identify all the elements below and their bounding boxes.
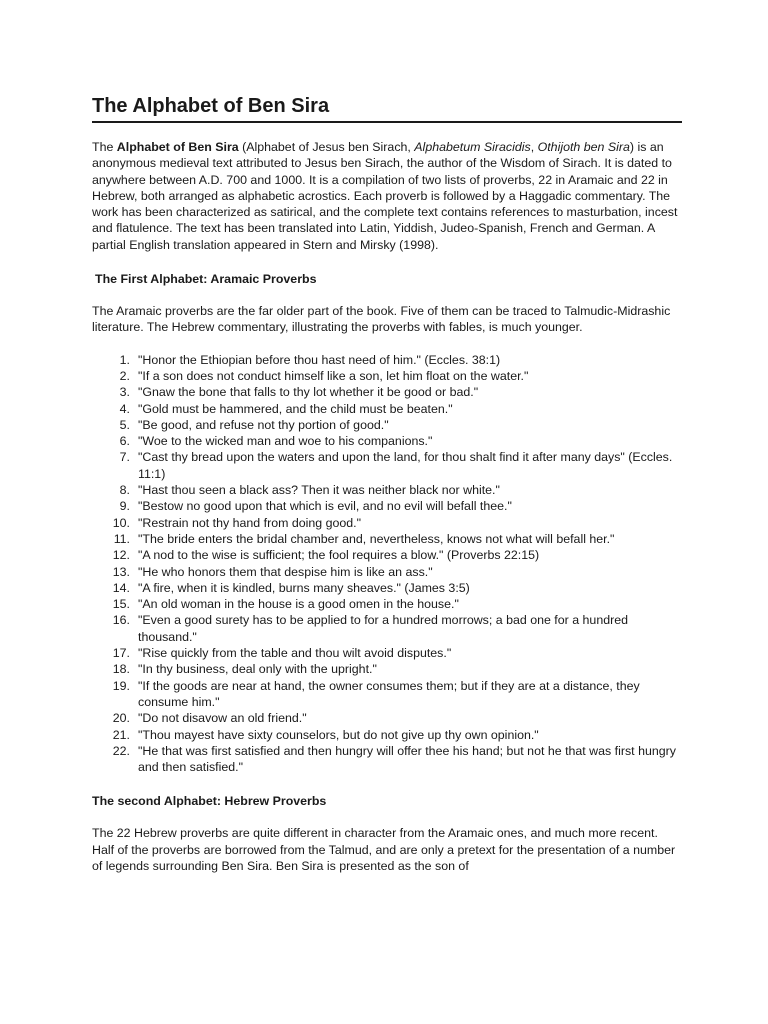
hebrew-paragraph: The 22 Hebrew proverbs are quite different in character from the Aramaic ones, and much more recent. Half of the proverbs are borrowed from the Talmud, and are only a pretext for the presentation of a number of legends surrounding Ben Sira. Ben Sira is presented as the son of	[92, 826, 676, 873]
list-item	[92, 531, 682, 547]
list-item	[92, 661, 682, 677]
intro-italic-1: Alphabetum Siracidis	[414, 140, 531, 154]
list-item-text: "If the goods are near at hand, the owner consumes them; but if they are at a distance, they consume him."	[138, 678, 640, 709]
list-item-number: 5.	[119, 417, 130, 432]
list-item-number: 16.	[112, 613, 130, 628]
list-item-number: 15.	[112, 597, 130, 612]
list-item	[92, 727, 682, 743]
proverb-list	[92, 352, 682, 776]
list-item-text: "Restrain not thy hand from doing good."	[138, 515, 362, 530]
list-item-number: 3.	[119, 385, 130, 400]
list-item-text: "The bride enters the bridal chamber and, nevertheless, knows not what will befall her."	[138, 531, 615, 546]
list-item-text: "In thy business, deal only with the upright."	[138, 662, 377, 677]
list-item	[92, 547, 682, 563]
list-item-number: 6.	[119, 434, 130, 449]
list-item-text: "Woe to the wicked man and woe to his companions."	[138, 434, 433, 449]
aramaic-paragraph: The Aramaic proverbs are the far older part of the book. Five of them can be traced to Talmudic-Midrashic literature. The Hebrew commentary, illustrating the proverbs with fables, is much younger.	[92, 304, 671, 335]
list-item-number: 4.	[119, 401, 130, 416]
list-item-text: "Hast thou seen a black ass? Then it was neither black nor white."	[138, 483, 500, 498]
list-item-number: 10.	[112, 515, 130, 530]
list-item	[92, 580, 682, 596]
list-item-text: "A nod to the wise is sufficient; the fool requires a blow." (Proverbs 22:15)	[138, 548, 540, 563]
page-title: The Alphabet of Ben Sira	[92, 94, 682, 123]
list-item	[92, 564, 682, 580]
list-item-text: "Thou mayest have sixty counselors, but do not give up thy own opinion."	[138, 727, 539, 742]
list-item	[92, 743, 682, 776]
document-page	[92, 94, 682, 874]
list-item-number: 22.	[112, 743, 130, 758]
list-item	[92, 498, 682, 514]
section-heading-aramaic: The First Alphabet: Aramaic Proverbs	[95, 272, 317, 287]
list-item-text: "He who honors them that despise him is like an ass."	[138, 564, 433, 579]
list-item	[92, 612, 682, 645]
list-item	[92, 449, 682, 482]
intro-italic-2: Othijoth ben Sira	[537, 140, 630, 154]
list-item-text: "He that was first satisfied and then hungry will offer thee his hand; but not he that was first hungry and then satisfied."	[138, 743, 676, 775]
list-item-number: 12.	[112, 548, 130, 563]
list-item	[92, 368, 682, 384]
list-item-text: "Rise quickly from the table and thou wilt avoid disputes."	[138, 646, 452, 661]
list-item	[92, 384, 682, 400]
list-item-number: 18.	[112, 662, 130, 677]
intro-paragraph	[92, 139, 682, 253]
list-item-number: 19.	[112, 678, 130, 693]
list-item-number: 11.	[113, 531, 130, 546]
intro-text-2: ,	[530, 140, 538, 154]
list-item-text: "Even a good surety has to be applied to for a hundred morrows; a bad one for a hundred thousand."	[138, 613, 629, 644]
list-item	[92, 352, 682, 368]
list-item-number: 1.	[119, 352, 130, 367]
list-item	[92, 482, 682, 498]
list-item	[92, 710, 682, 726]
list-item-text: "Honor the Ethiopian before thou hast need of him." (Eccles. 38:1)	[138, 352, 501, 367]
list-item	[92, 678, 682, 711]
list-item	[92, 645, 682, 661]
list-item-number: 14.	[112, 580, 130, 595]
list-item-text: "Gold must be hammered, and the child must be beaten."	[138, 401, 453, 416]
list-item-text: "An old woman in the house is a good omen in the house."	[138, 597, 459, 612]
list-item-number: 21.	[112, 727, 130, 742]
list-item	[92, 401, 682, 417]
list-item-text: "Gnaw the bone that falls to thy lot whether it be good or bad."	[138, 385, 479, 400]
section-heading-hebrew: The second Alphabet: Hebrew Proverbs	[92, 794, 327, 809]
list-item	[92, 515, 682, 531]
list-item	[92, 596, 682, 612]
list-item-number: 13.	[112, 564, 130, 579]
list-item-text: "If a son does not conduct himself like a son, let him float on the water."	[138, 368, 529, 383]
list-item-text: "Be good, and refuse not thy portion of good."	[138, 417, 389, 432]
list-item-number: 2.	[119, 368, 130, 383]
intro-lead: The	[92, 140, 117, 154]
intro-text-3: ) is an anonymous medieval text attributed to Jesus ben Sirach, the author of the Wisdom of Sirach. It is dated to anywhere between A.D. 700 and 1000. It is a compilation of two lists of proverbs, 22 in Aramaic and 22 in Hebrew, both arranged as alphabetic acrostics. Each proverb is followed by a Haggadic commentary. The work has been characterized as satirical, and the complete text contains references to masturbation, incest and flatulence. The text has been translated into Latin, Yiddish, Judeo-Spanish, French and German. A partial English translation appeared in Stern and Mirsky (1998).	[92, 140, 678, 252]
list-item	[92, 417, 682, 433]
list-item-number: 8.	[119, 483, 130, 498]
list-item-text: "Bestow no good upon that which is evil, and no evil will befall thee."	[138, 499, 512, 514]
list-item-number: 20.	[112, 711, 130, 726]
list-item-number: 17.	[112, 646, 130, 661]
intro-text-1: (Alphabet of Jesus ben Sirach,	[238, 140, 415, 154]
list-item-number: 9.	[119, 499, 130, 514]
list-item-text: "A fire, when it is kindled, burns many sheaves." (James 3:5)	[138, 580, 470, 595]
list-item-text: "Do not disavow an old friend."	[138, 711, 307, 726]
list-item	[92, 433, 682, 449]
list-item-number: 7.	[119, 450, 130, 465]
list-item-text: "Cast thy bread upon the waters and upon the land, for thou shalt find it after many days" (Eccles. 11:1)	[138, 450, 673, 481]
intro-bold-term: Alphabet of Ben Sira	[116, 140, 239, 154]
